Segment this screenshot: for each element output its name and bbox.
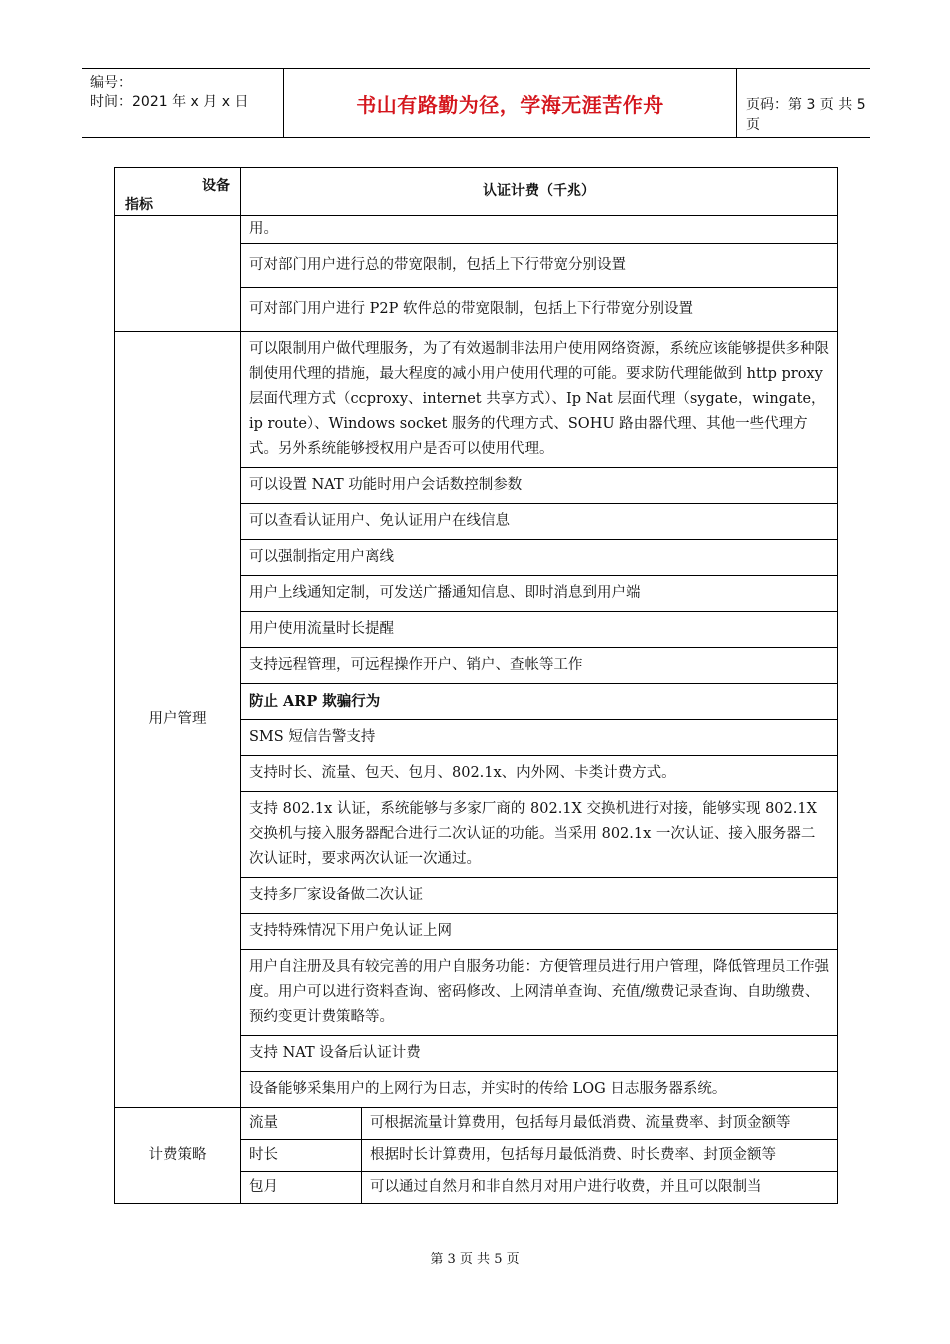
spec-item: 支持 NAT 设备后认证计费 [241,1036,838,1072]
number-label: 编号： [90,75,132,91]
category-billing-strategy: 计费策略 [115,1108,241,1204]
spec-item: 可对部门用户进行 P2P 软件总的带宽限制，包括上下行带宽分别设置 [241,288,838,332]
date-label: 时间：2021 年 x 月 x 日 [90,94,249,110]
spec-item: 设备能够采集用户的上网行为日志，并实时的传给 LOG 日志服务器系统。 [241,1072,838,1108]
table-row [115,216,838,244]
corner-bottom-label: 指标 [125,197,153,213]
category-cell-empty [115,216,241,332]
spec-item: 防止 ARP 欺骗行为 [241,684,838,720]
corner-top-label: 设备 [202,178,230,194]
spec-item: SMS 短信告警支持 [241,720,838,756]
spec-item: 支持特殊情况下用户免认证上网 [241,914,838,950]
billing-name: 流量 [241,1108,362,1140]
page-footer: 第 3 页 共 5 页 [430,1252,520,1267]
spec-item: 支持时长、流量、包天、包月、802.1x、内外网、卡类计费方式。 [241,756,838,792]
spec-item: 可以查看认证用户、免认证用户在线信息 [241,504,838,540]
spec-item: 可对部门用户进行总的带宽限制，包括上下行带宽分别设置 [241,244,838,288]
spec-table [114,167,838,1204]
spec-item: 用户上线通知定制，可发送广播通知信息、即时消息到用户端 [241,576,838,612]
spec-item: 用户使用流量时长提醒 [241,612,838,648]
spec-item: 用户自注册及具有较完善的用户自服务功能：方便管理员进行用户管理，降低管理员工作强度。用户可以进行资料查询、密码修改、上网清单查询、充值/缴费记录查询、自助缴费、预约变更计费策略等。 [241,950,838,1036]
table-row [115,332,838,468]
spec-item: 支持 802.1x 认证，系统能够与多家厂商的 802.1X 交换机进行对接，能够实现 802.1X 交换机与接入服务器配合进行二次认证的功能。当采用 802.1x 一次认证、接入服务器二次认证时，要求两次认证一次通过。 [241,792,838,878]
billing-desc: 可根据流量计算费用，包括每月最低消费、流量费率、封顶金额等 [362,1108,838,1140]
page-indicator: 页码：第 3 页 共 5 页 [746,97,866,133]
spec-item: 可以限制用户做代理服务，为了有效遏制非法用户使用网络资源，系统应该能够提供多种限制使用代理的措施，最大程度的减小用户使用代理的可能。要求防代理能做到 http proxy 层面代理方式（ccproxy、internet 共享方式）、Ip Nat 层面代理（sygate，wingate，ip route）、Windows socket 服务的代理方式、SOHU 路由器代理、其他一些代理方式。另外系统能够授权用户是否可以使用代理。 [241,332,838,468]
motto-text: 书山有路勤为径，学海无涯苦作舟 [356,92,664,117]
header-motto-cell [283,69,737,137]
billing-name: 时长 [241,1140,362,1172]
corner-header-cell [115,168,241,216]
category-user-management: 用户管理 [115,332,241,1108]
spec-item: 支持多厂家设备做二次认证 [241,878,838,914]
spec-item: 可以设置 NAT 功能时用户会话数控制参数 [241,468,838,504]
column-title: 认证计费（千兆） [241,168,838,216]
billing-name: 包月 [241,1172,362,1204]
spec-item: 用。 [241,216,838,244]
billing-desc: 根据时长计算费用，包括每月最低消费、时长费率、封顶金额等 [362,1140,838,1172]
header-meta [82,69,282,137]
table-header-row [115,168,838,216]
spec-item: 可以强制指定用户离线 [241,540,838,576]
page-header [82,68,870,138]
spec-item: 支持远程管理，可远程操作开户、销户、查帐等工作 [241,648,838,684]
table-row [115,1108,838,1140]
billing-desc: 可以通过自然月和非自然月对用户进行收费，并且可以限制当 [362,1172,838,1204]
